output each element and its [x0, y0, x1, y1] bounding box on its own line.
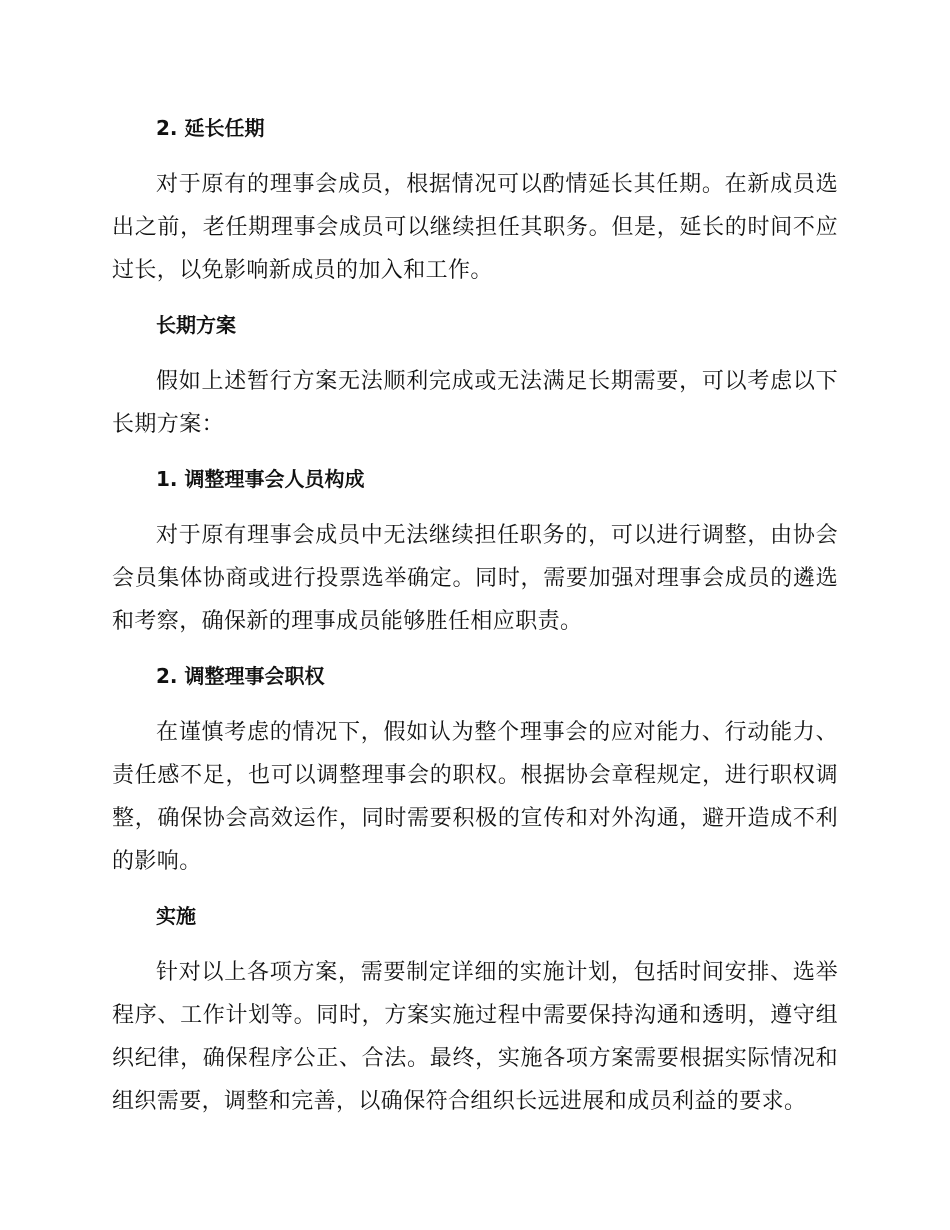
section-heading-adjust-composition: 1. 调整理事会人员构成 [156, 467, 365, 491]
section-heading-long-term-plan: 长期方案 [156, 313, 236, 337]
paragraph-adjust-composition: 对于原有理事会成员中无法继续担任职务的，可以进行调整，由协会会员集体协商或进行投票选举确定。同时，需要加强对理事会成员的遴选和考察，确保新的理事成员能够胜任相应职责。 [112, 523, 838, 634]
paragraph-extend-term: 对于原有的理事会成员，根据情况可以酌情延长其任期。在新成员选出之前，老任期理事会成员可以继续担任其职务。但是，延长的时间不应过长，以免影响新成员的加入和工作。 [112, 172, 838, 283]
paragraph-adjust-authority: 在谨慎考虑的情况下，假如认为整个理事会的应对能力、行动能力、责任感不足，也可以调整理事会的职权。根据协会章程规定，进行职权调整，确保协会高效运作，同时需要积极的宣传和对外沟通，避开造成不利的影响。 [112, 720, 838, 874]
section-heading-implementation: 实施 [156, 904, 196, 928]
section-heading-adjust-authority: 2. 调整理事会职权 [156, 664, 325, 688]
paragraph-implementation: 针对以上各项方案，需要制定详细的实施计划，包括时间安排、选举程序、工作计划等。同时，方案实施过程中需要保持沟通和透明，遵守组织纪律，确保程序公正、合法。最终，实施各项方案需要根据实际情况和组织需要，调整和完善，以确保符合组织长远进展和成员利益的要求。 [112, 960, 838, 1114]
section-heading-extend-term: 2. 延长任期 [156, 116, 265, 140]
paragraph-long-term-plan: 假如上述暂行方案无法顺利完成或无法满足长期需要，可以考虑以下长期方案： [112, 369, 838, 437]
